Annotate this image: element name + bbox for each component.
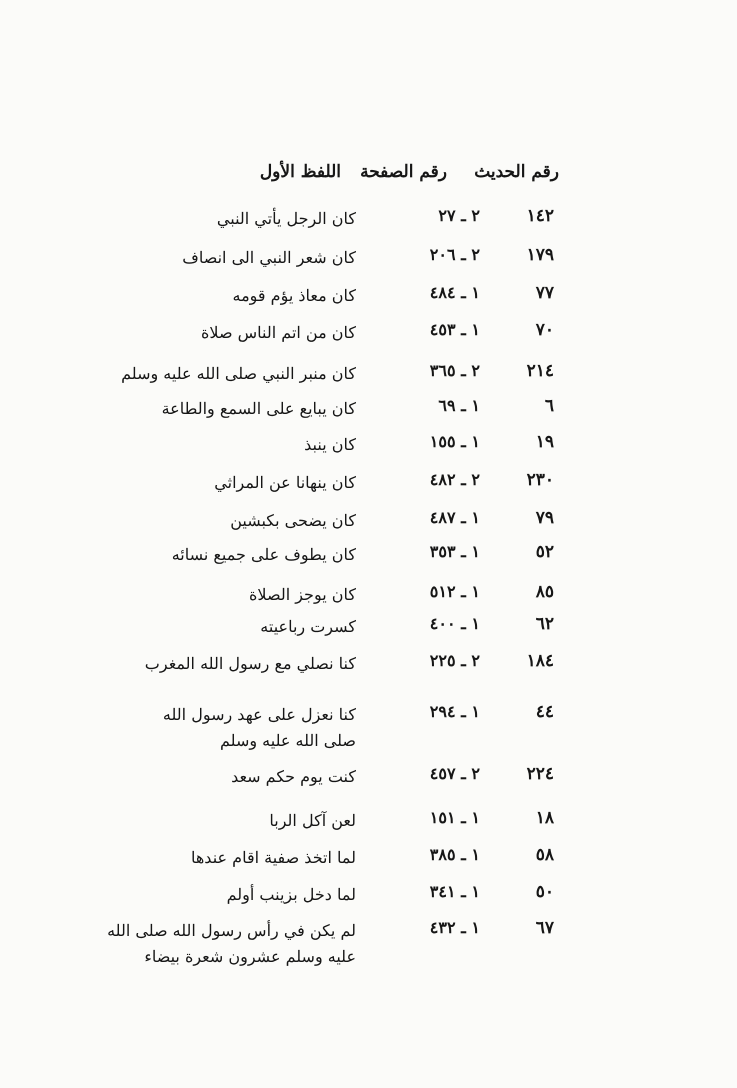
hadith-number: ٦٢	[535, 614, 554, 634]
table-row	[0, 432, 737, 466]
first-words	[182, 245, 356, 271]
first-words	[163, 702, 356, 754]
page-ref: ١ ـ ٦٩	[438, 396, 480, 415]
page-ref: ١ ـ ٣٥٣	[429, 542, 480, 561]
first-words-line: لم يكن في رأس رسول الله صلى الله	[107, 921, 356, 940]
page-ref: ٢ ـ ٤٨٢	[429, 470, 480, 489]
page-ref: ٢ ـ ٤٥٧	[429, 764, 480, 783]
first-words	[249, 582, 356, 608]
table-row	[0, 542, 737, 576]
table-row	[0, 918, 737, 978]
page-ref: ١ ـ ٤٣٢	[429, 918, 480, 937]
first-words-line: كسرت رباعيته	[260, 617, 356, 636]
page-ref: ٢ ـ ٢٧	[438, 206, 480, 225]
first-words	[191, 845, 356, 871]
first-words	[260, 614, 356, 640]
hadith-number: ٧٠	[535, 320, 554, 340]
hadith-number: ٢٣٠	[526, 470, 554, 490]
first-words-line: لعن آكل الربا	[269, 811, 356, 830]
page-ref: ١ ـ ٣٤١	[429, 882, 480, 901]
table-row	[0, 396, 737, 430]
page-ref: ١ ـ ٤٠٠	[429, 614, 480, 633]
table-row	[0, 245, 737, 279]
page-ref: ١ ـ ١٥٥	[429, 432, 480, 451]
first-words-line: كان ينبذ	[304, 435, 356, 454]
first-words	[214, 470, 356, 496]
first-words-line: كنا نعزل على عهد رسول الله	[162, 705, 356, 724]
first-words	[201, 320, 356, 346]
table-row	[0, 508, 737, 542]
table-row	[0, 651, 737, 685]
first-words-line: كان من اتم الناس صلاة	[201, 323, 356, 342]
table-row	[0, 882, 737, 916]
hadith-number: ٧٧	[535, 283, 554, 303]
hadith-number: ٦	[544, 396, 554, 416]
page-ref: ١ ـ ١٥١	[429, 808, 480, 827]
first-words	[230, 508, 356, 534]
hadith-number: ١٤٢	[526, 206, 554, 226]
header-first-word: اللفظ الأول	[259, 162, 341, 182]
page-ref: ٢ ـ ٢٠٦	[429, 245, 480, 264]
first-words	[233, 283, 356, 309]
page-ref: ٢ ـ ٣٦٥	[429, 361, 480, 380]
first-words-line: كان شعر النبي الى انصاف	[182, 248, 356, 267]
table-row	[0, 283, 737, 317]
table-row	[0, 470, 737, 504]
header-page-number: رقم الصفحة	[360, 162, 447, 182]
first-words	[121, 361, 356, 387]
hadith-number: ١٨٤	[526, 651, 554, 671]
first-words-line: لما دخل بزينب أولم	[226, 885, 356, 904]
page-ref: ١ ـ ٤٥٣	[429, 320, 480, 339]
first-words	[162, 396, 356, 422]
hadith-number: ٨٥	[535, 582, 554, 602]
first-words-line: كان ينهانا عن المراثي	[214, 473, 356, 492]
page-ref: ١ ـ ٤٨٧	[429, 508, 480, 527]
first-words-line: كنت يوم حكم سعد	[231, 767, 356, 786]
page-ref: ١ ـ ٣٨٥	[429, 845, 480, 864]
first-words	[145, 651, 356, 677]
table-row	[0, 361, 737, 395]
table-header	[0, 162, 737, 192]
first-words	[269, 808, 356, 834]
first-words	[227, 882, 356, 908]
table-row	[0, 845, 737, 879]
first-words-line: كان يطوف على جميع نسائه	[171, 545, 356, 564]
first-words-line: كنا نصلي مع رسول الله المغرب	[144, 654, 356, 673]
first-words-line: كان يبايع على السمع والطاعة	[161, 399, 356, 418]
first-words	[217, 206, 356, 232]
hadith-number: ٥٠	[535, 882, 554, 902]
first-words-line: لما اتخذ صفية اقام عندها	[190, 848, 356, 867]
table-row	[0, 320, 737, 354]
first-words	[231, 764, 356, 790]
table-row	[0, 808, 737, 842]
hadith-number: ٤٤	[535, 702, 554, 722]
first-words-line: كان يوجز الصلاة	[249, 585, 356, 604]
first-words-line: كان يضحى بكبشين	[230, 511, 356, 530]
hadith-number: ٥٢	[535, 542, 554, 562]
hadith-number: ١٨	[535, 808, 554, 828]
table-row	[0, 582, 737, 616]
table-row	[0, 614, 737, 648]
page-ref: ١ ـ ٥١٢	[429, 582, 480, 601]
hadith-number: ٢١٤	[526, 361, 554, 381]
first-words-line: كان الرجل يأتي النبي	[216, 209, 356, 228]
hadith-number: ١٩	[535, 432, 554, 452]
page-ref: ١ ـ ٤٨٤	[429, 283, 480, 302]
hadith-number: ٢٢٤	[526, 764, 554, 784]
first-words	[172, 542, 356, 568]
hadith-number: ٥٨	[535, 845, 554, 865]
hadith-number: ٦٧	[535, 918, 554, 938]
first-words	[304, 432, 356, 458]
first-words-line-2: عليه وسلم عشرون شعرة بيضاء	[144, 947, 356, 966]
first-words-line: كان معاذ يؤم قومه	[232, 286, 356, 305]
first-words-line: كان منبر النبي صلى الله عليه وسلم	[121, 364, 356, 383]
page-ref: ١ ـ ٢٩٤	[429, 702, 480, 721]
table-row	[0, 702, 737, 762]
first-words-line-2: صلى الله عليه وسلم	[220, 731, 356, 750]
table-row	[0, 206, 737, 240]
page-ref: ٢ ـ ٢٢٥	[429, 651, 480, 670]
hadith-number: ٧٩	[535, 508, 554, 528]
header-hadith-number: رقم الحديث	[474, 162, 559, 182]
first-words	[107, 918, 356, 970]
hadith-number: ١٧٩	[526, 245, 554, 265]
table-row	[0, 764, 737, 798]
